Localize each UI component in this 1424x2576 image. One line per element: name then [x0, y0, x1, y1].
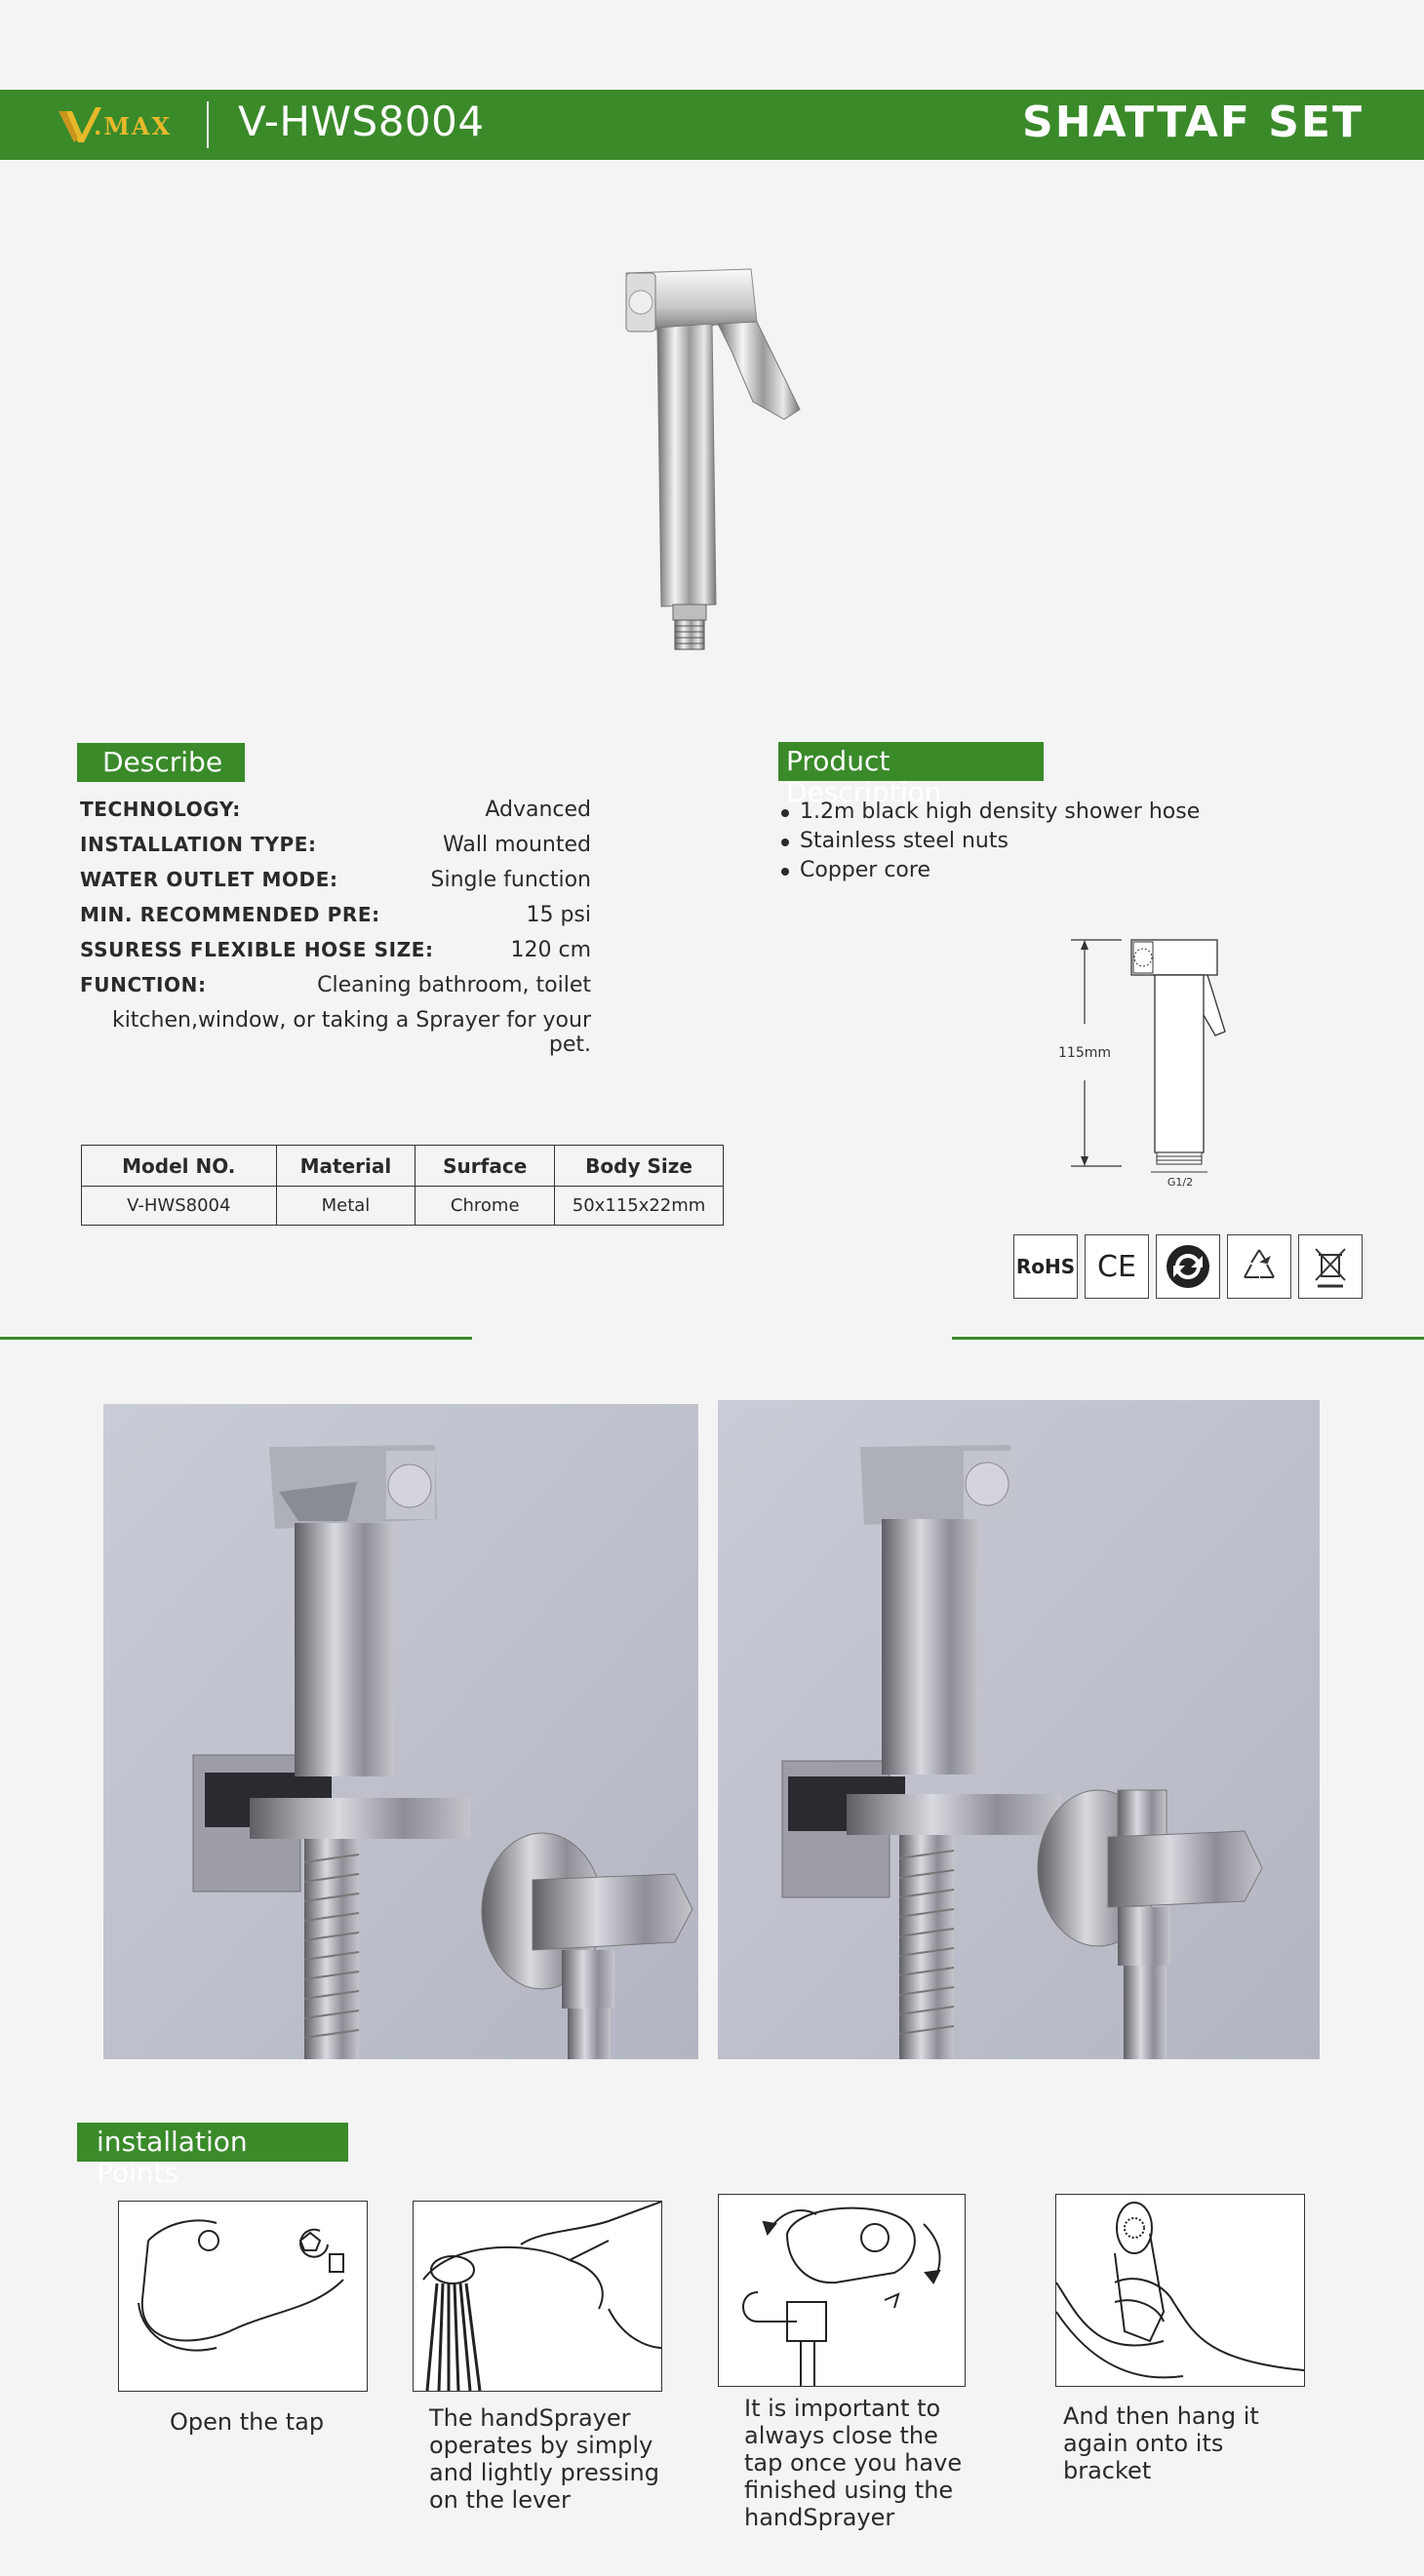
list-item: Stainless steel nuts — [778, 827, 1200, 856]
spec-row — [78, 868, 591, 903]
hero-product-image — [614, 263, 810, 663]
header-divider — [207, 101, 209, 148]
step-illustration-hang — [1055, 2194, 1305, 2387]
step-illustration-spray — [413, 2201, 662, 2392]
divider-left — [0, 1337, 472, 1340]
spec-value: Single function — [430, 868, 591, 892]
table-header: Material — [276, 1146, 415, 1187]
step-text: It is important to always close the tap once you have finished using the handSprayer — [744, 2395, 963, 2531]
installed-photo-1 — [103, 1404, 698, 2059]
table-row — [82, 1187, 724, 1226]
table-header: Model NO. — [82, 1146, 277, 1187]
table-header: Body Size — [555, 1146, 724, 1187]
installation-tag: installation Points — [77, 2123, 348, 2162]
vmax-logo — [57, 101, 193, 148]
svg-text:.MAX: .MAX — [94, 112, 173, 140]
spec-label: SSURESS FLEXIBLE HOSE SIZE: — [80, 938, 434, 961]
spec-label: WATER OUTLET MODE: — [80, 868, 338, 891]
installed-photo-2 — [718, 1400, 1320, 2059]
function-continued: kitchen,window, or taking a Sprayer for your pet. — [111, 1008, 591, 1057]
rohs-icon: RoHS — [1013, 1234, 1078, 1299]
spec-label: INSTALLATION TYPE: — [80, 833, 317, 856]
spec-value: 15 psi — [526, 903, 591, 927]
spec-row — [78, 938, 591, 973]
spec-table — [81, 1145, 724, 1226]
table-cell: Chrome — [415, 1187, 555, 1226]
step-text: And then hang it again onto its bracket — [1063, 2402, 1259, 2484]
height-label: 115mm — [1058, 1045, 1111, 1061]
step-illustration-close-tap — [718, 2194, 966, 2387]
recycle-icon — [1227, 1234, 1291, 1299]
spec-row — [78, 973, 591, 1008]
spec-row — [78, 833, 591, 868]
spec-value: 120 cm — [510, 938, 591, 962]
spec-row — [78, 798, 591, 833]
describe-tag: Describe — [77, 743, 245, 782]
weee-bin-icon — [1298, 1234, 1363, 1299]
spec-value: Advanced — [485, 798, 591, 822]
table-header: Surface — [415, 1146, 555, 1187]
divider-right — [952, 1337, 1424, 1340]
spec-row — [78, 903, 591, 938]
spec-label: MIN. RECOMMENDED PRE: — [80, 903, 380, 926]
spec-value: Wall mounted — [443, 833, 591, 857]
product-description-list — [778, 798, 1200, 885]
step-text: The handSprayer operates by simply and lightly pressing on the lever — [429, 2404, 659, 2514]
spec-value: Cleaning bathroom, toilet — [317, 973, 591, 997]
product-type-title: SHATTAF SET — [1022, 98, 1364, 147]
technical-drawing — [1053, 934, 1248, 1188]
spec-label: TECHNOLOGY: — [80, 798, 241, 821]
table-cell: 50x115x22mm — [555, 1187, 724, 1226]
list-item: 1.2m black high density shower hose — [778, 798, 1200, 827]
step-text: Open the tap — [170, 2408, 325, 2436]
product-description-tag: Product Description — [778, 742, 1044, 781]
step-illustration-open-tap — [118, 2201, 368, 2392]
green-dot-icon — [1156, 1234, 1220, 1299]
thread-label: G1/2 — [1167, 1176, 1194, 1188]
model-title: V-HWS8004 — [238, 98, 485, 145]
table-cell: Metal — [276, 1187, 415, 1226]
table-cell: V-HWS8004 — [82, 1187, 277, 1226]
list-item: Copper core — [778, 856, 1200, 885]
ce-icon: CE — [1085, 1234, 1149, 1299]
spec-label: FUNCTION: — [80, 973, 207, 996]
